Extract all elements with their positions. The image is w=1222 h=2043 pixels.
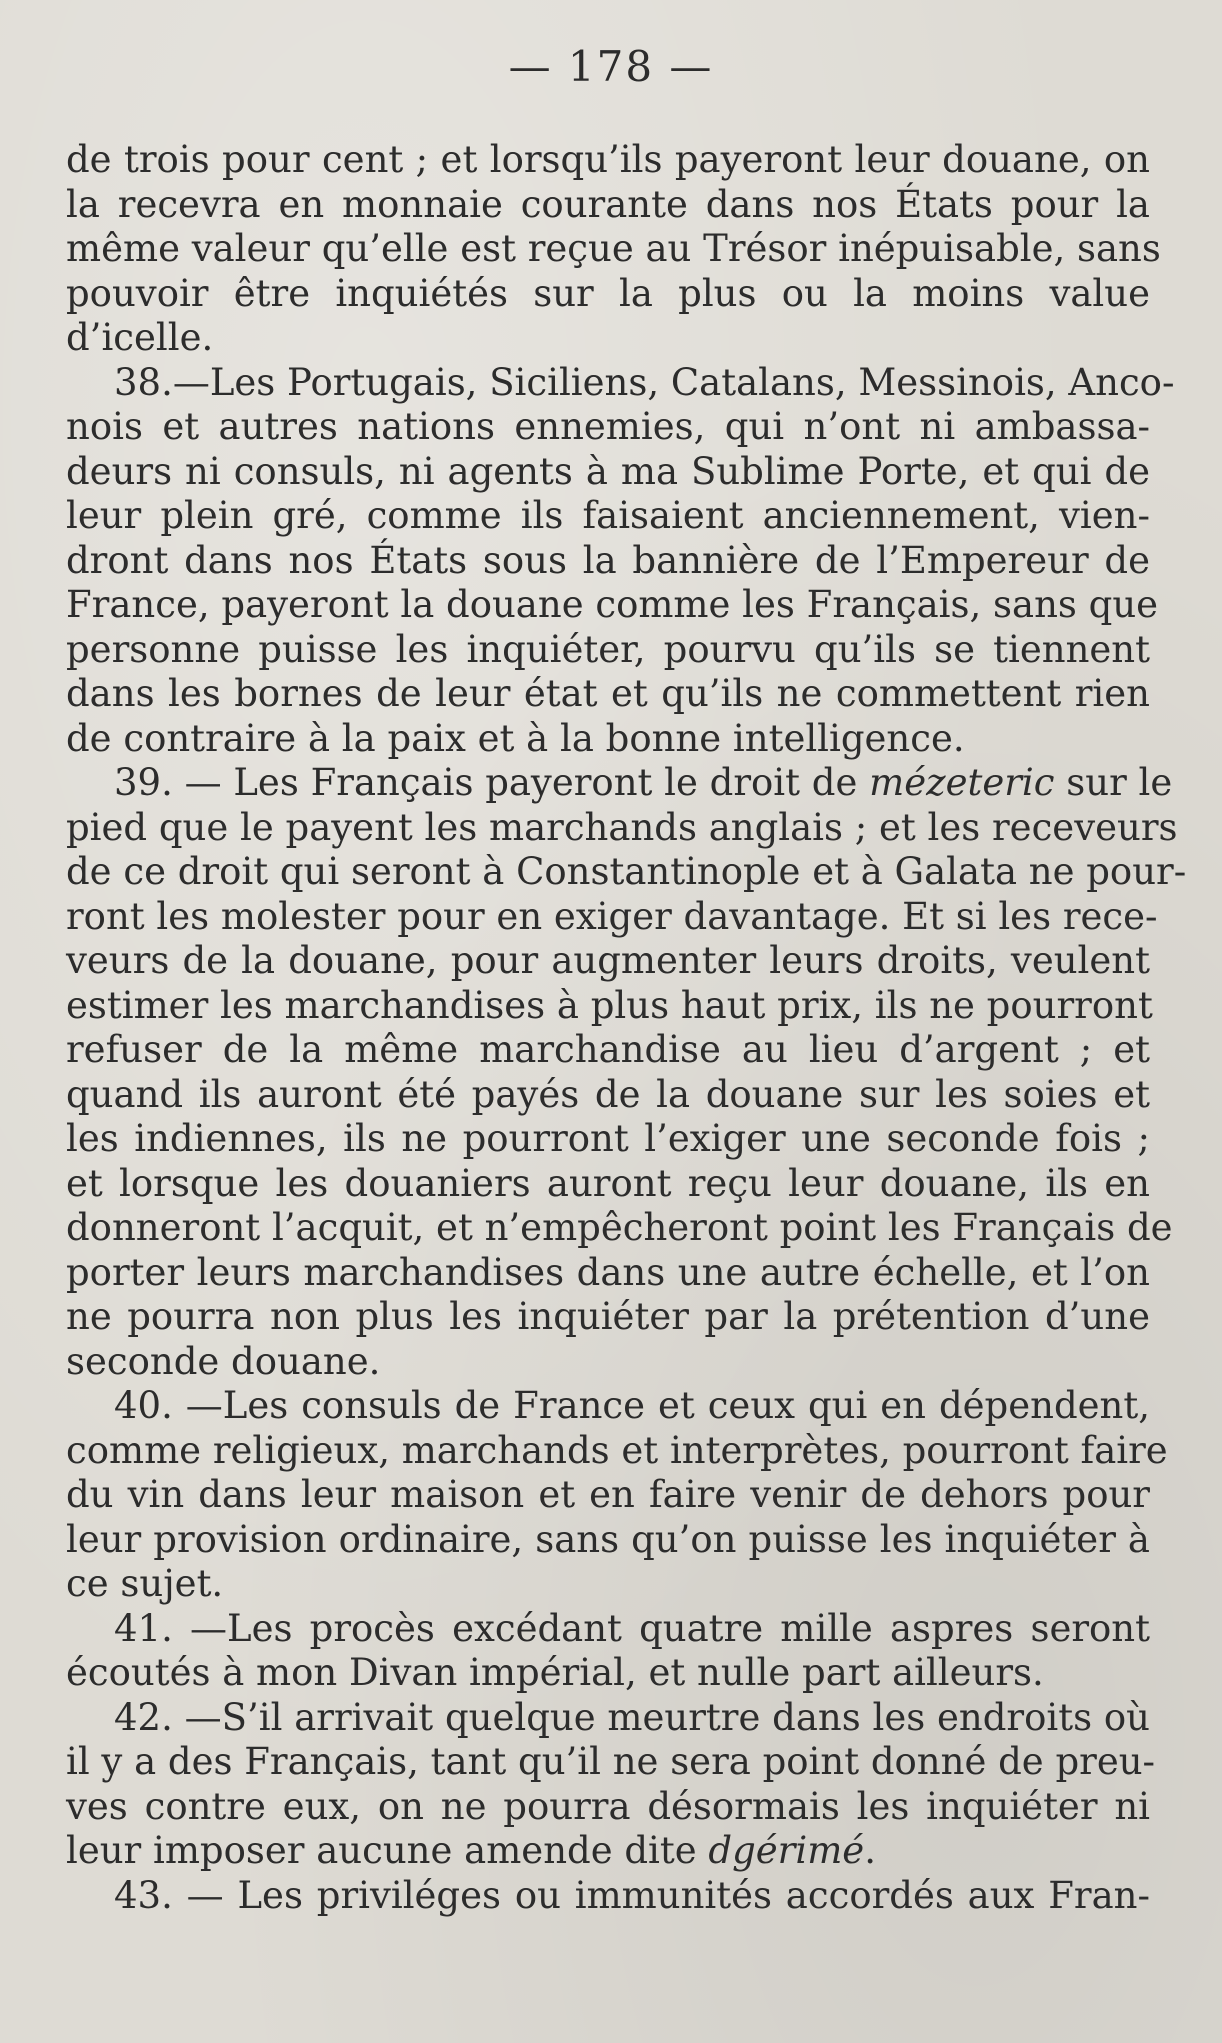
text-line: 43. — Les priviléges ou immunités accordés aux Fran- (114, 1873, 1150, 1917)
text-line: seconde douane. (66, 1339, 381, 1383)
paragraph-continuation (66, 138, 1161, 361)
text-segment: leur imposer aucune amende dite (66, 1829, 709, 1872)
text-line: dans les bornes de leur état et qu’ils ne commettent rien (66, 672, 1150, 715)
article-38 (66, 360, 1175, 762)
text-segment: . (864, 1829, 876, 1872)
text-line: ront les molester pour en exiger davantage. Et si les rece- (66, 894, 1158, 938)
italic-term: mézeteric (869, 761, 1055, 804)
text-line: deurs ni consuls, ni agents à ma Sublime Porte, et qui de (66, 449, 1150, 493)
text-line: dront dans nos États sous la bannière de l’Empereur de (66, 538, 1150, 582)
text-line: d’icelle. (66, 316, 214, 359)
text-line: ce sujet. (66, 1562, 224, 1605)
article-41 (66, 1607, 1150, 1696)
text-line: pouvoir être inquiétés sur la plus ou la moins value (66, 271, 1150, 315)
text-line: estimer les marchandises à plus haut prix, ils ne pourront (66, 983, 1153, 1027)
article-40 (66, 1384, 1168, 1607)
text-line: de ce droit qui seront à Constantinople et à Galata ne pour- (66, 850, 1187, 893)
text-line: 42. —S’il arrivait quelque meurtre dans les endroits où (114, 1695, 1150, 1739)
text-line: comme religieux, marchands et interprètes, pourront faire (66, 1428, 1168, 1472)
text-line: nois et autres nations ennemies, qui n’ont ni ambassa- (66, 405, 1150, 448)
text-segment: sur le (1054, 761, 1173, 804)
text-line: il y a des Français, tant qu’il ne sera point donné de preu- (66, 1740, 1156, 1783)
text-line: porter leurs marchandises dans une autre échelle, et l’on (66, 1250, 1150, 1294)
text-line: ne pourra non plus les inquiéter par la prétention d’une (66, 1295, 1150, 1338)
page-number: — 178 — (508, 42, 714, 91)
text-segment: 39. — Les Français payeront le droit de (114, 761, 870, 804)
text-line: ves contre eux, on ne pourra désormais les inquiéter ni (66, 1784, 1150, 1828)
text-line: refuser de la même marchandise au lieu d’argent ; et (66, 1028, 1150, 1071)
text-line: du vin dans leur maison et en faire venir de dehors pour (66, 1473, 1150, 1516)
text-line: les indiennes, ils ne pourront l’exiger une seconde fois ; (66, 1117, 1150, 1160)
text-line: 40. —Les consuls de France et ceux qui en dépendent, (114, 1384, 1150, 1427)
text-line: même valeur qu’elle est reçue au Trésor inépuisable, sans (66, 227, 1161, 270)
text-line: veurs de la douane, pour augmenter leurs droits, veulent (66, 939, 1150, 982)
text-line: personne puisse les inquiéter, pourvu qu’ils se tiennent (66, 627, 1150, 671)
italic-term: dgérimé (708, 1829, 865, 1872)
text-line: et lorsque les douaniers auront reçu leur douane, ils en (66, 1161, 1150, 1205)
text-line: écoutés à mon Divan impérial, et nulle part ailleurs. (66, 1651, 1044, 1694)
text-line: France, payeront la douane comme les Français, sans que (66, 583, 1159, 626)
text-line: de contraire à la paix et à la bonne intelligence. (66, 716, 965, 760)
article-42 (66, 1695, 1156, 1874)
text-line (66, 761, 1173, 806)
text-line (66, 1829, 1150, 1874)
text-line: pied que le payent les marchands anglais ; et les receveurs (66, 805, 1178, 849)
text-line: leur plein gré, comme ils faisaient anciennement, vien- (66, 494, 1150, 537)
text-line: donneront l’acquit, et n’empêcheront point les Français de (66, 1206, 1173, 1249)
body-text (66, 138, 1187, 1918)
text-line: 41. —Les procès excédant quatre mille aspres seront (114, 1606, 1150, 1650)
text-line: quand ils auront été payés de la douane sur les soies et (66, 1072, 1150, 1116)
text-line: 38.—Les Portugais, Siciliens, Catalans, Messinois, Anco- (114, 360, 1175, 404)
text-line: de trois pour cent ; et lorsqu’ils payeront leur douane, on (66, 138, 1150, 181)
text-line: leur provision ordinaire, sans qu’on puisse les inquiéter à (66, 1517, 1150, 1561)
article-39 (66, 761, 1187, 1384)
article-43 (66, 1874, 1150, 1919)
text-line: la recevra en monnaie courante dans nos États pour la (66, 182, 1150, 226)
